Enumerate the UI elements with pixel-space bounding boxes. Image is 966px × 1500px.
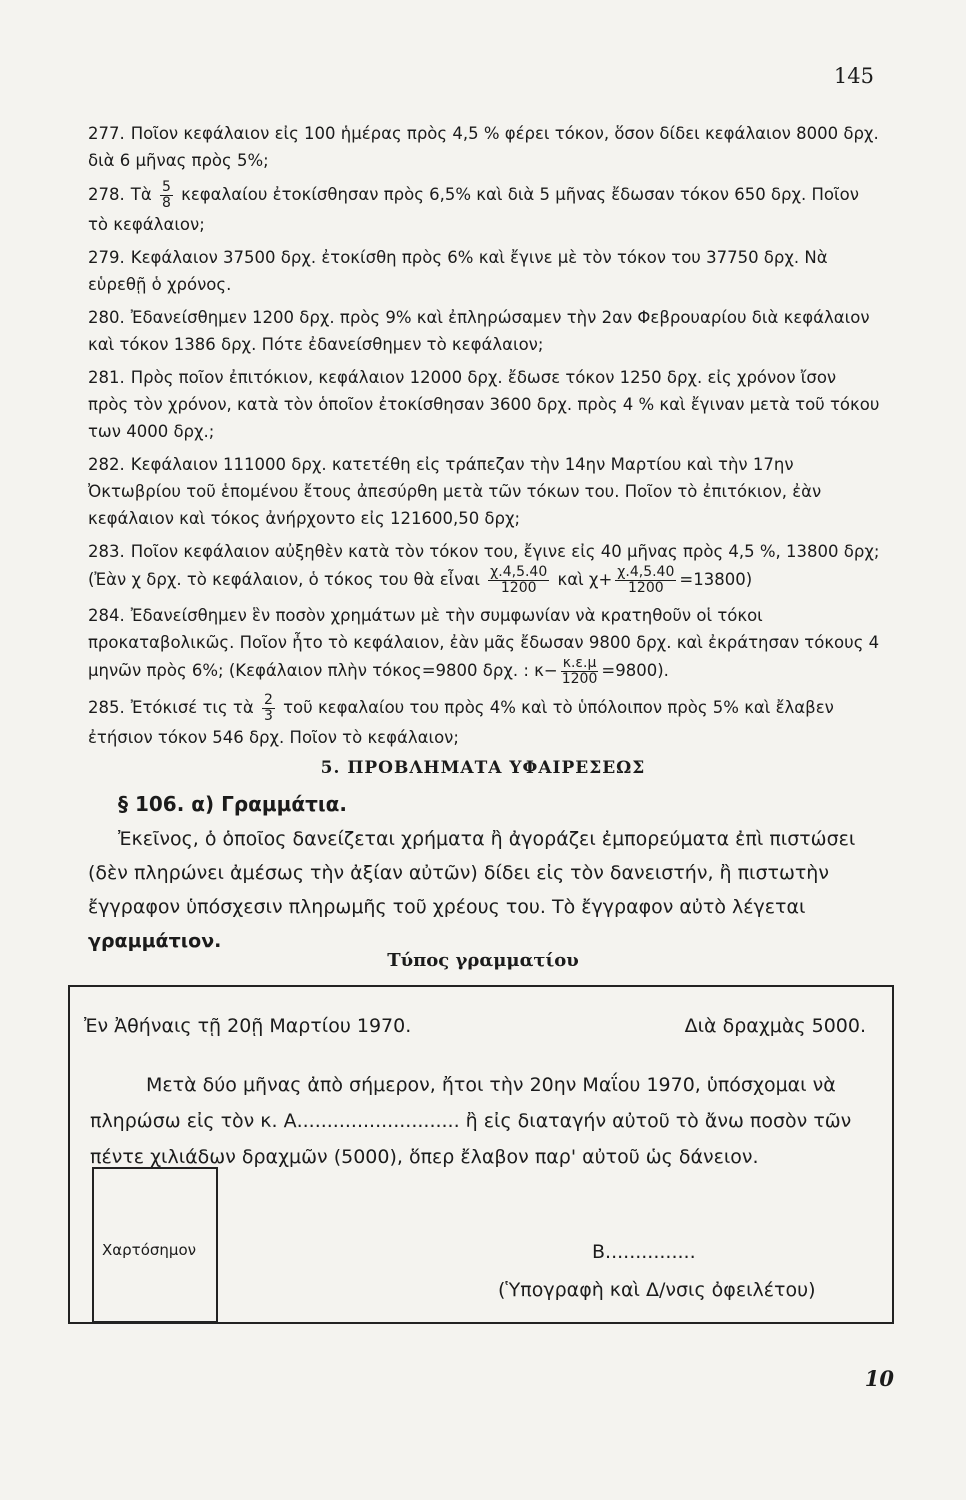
problem-number: 284. <box>88 606 125 625</box>
stamp-box <box>92 1167 218 1323</box>
template-title: Τύπος γραμματίου <box>387 950 579 971</box>
problem-number: 282. <box>88 455 125 474</box>
problem-text: Ποῖον κεφάλαιον αὐξηθὲν κατὰ τὸν τόκον του, ἔγινε εἰς 40 μῆνας πρὸς 4,5 %, 13800 δρχ; (Ἐὰν χ δρχ. τὸ κεφάλαιον, ὁ τόκος του θὰ εἶναι <box>88 542 880 589</box>
problem-text: κεφαλαίου ἐτοκίσθησαν πρὸς 6,5% καὶ διὰ 5 μῆνας ἔδωσαν τόκον 650 δρχ. Ποῖον τὸ κεφάλαιον; <box>88 185 859 234</box>
fraction-numerator: χ.4,5.40 <box>617 564 675 580</box>
definition-text: Ἐκεῖνος, ὁ ὁποῖος δανείζεται χρήματα ἢ ἀγοράζει ἐμπορεύματα ἐπὶ πιστώσει (δὲν πληρώνει ἀμέσως τὴν ἀξίαν αὐτῶν) δίδει εἰς τὸν δανειστήν, ἢ πιστωτὴν ἔγγραφον ὑπόσχεσιν πληρωμῆς τοῦ χρέους του. Τὸ ἔγγραφον αὐτὸ λέγεται <box>88 828 856 918</box>
footer-number: 10 <box>864 1366 894 1391</box>
problem-text-post: =9800). <box>601 661 669 680</box>
problem-text: Κεφάλαιον 111000 δρχ. κατετέθη εἰς τράπεζαν τὴν 14ην Μαρτίου καὶ τὴν 17ην Ὀκτωβρίου τοῦ ἑπομένου ἔτους ἀπεσύρθη μετὰ τῶν τόκων του. Ποῖον τὸ ἐπιτόκιον, ἐὰν κεφάλαιον καὶ τόκος ἀνήρχοντο εἰς 121600,50 δρχ; <box>88 455 822 528</box>
problem-text-mid: καὶ χ+ <box>557 570 613 589</box>
fraction-denominator: 1200 <box>561 671 598 687</box>
definition-paragraph <box>88 822 884 958</box>
problem-number: 280. <box>88 308 125 327</box>
page-number: 145 <box>833 64 874 88</box>
problem-number: 279. <box>88 248 125 267</box>
beneficiary-line: Β............... <box>592 1241 696 1263</box>
promissory-note-box <box>68 985 894 1324</box>
problem-281 <box>88 364 880 445</box>
problem-number: 281. <box>88 368 125 387</box>
problem-277 <box>88 120 880 174</box>
problem-279 <box>88 244 880 298</box>
problem-number: 283. <box>88 542 125 561</box>
fraction <box>561 656 599 687</box>
note-amount: Διὰ δραχμὰς 5000. <box>684 1015 866 1037</box>
stamp-label: Χαρτόσημον <box>102 1241 197 1259</box>
subsection-title: § 106. α) Γραμμάτια. <box>118 792 347 816</box>
problem-text-post: =13800) <box>679 570 753 589</box>
fraction-denominator: 1200 <box>628 580 664 596</box>
fraction-numerator: 5 <box>161 179 171 195</box>
problem-list <box>88 120 880 757</box>
fraction <box>160 180 173 211</box>
fraction-denominator: 8 <box>161 195 171 211</box>
note-place-date: Ἐν Ἀθήναις τῇ 20ῇ Μαρτίου 1970. <box>84 1015 412 1037</box>
problem-text-pre: Ἐτόκισέ τις τὰ <box>130 698 254 717</box>
problem-283 <box>88 538 880 596</box>
fraction-numerator: κ.ε.μ <box>562 655 597 671</box>
note-header <box>84 1015 874 1037</box>
problem-text: τοῦ κεφαλαίου του πρὸς 4% καὶ τὸ ὑπόλοιπον πρὸς 5% καὶ ἔλαβεν ἐτήσιον τόκον 546 δρχ. Ποῖον τὸ κεφάλαιον; <box>88 698 834 747</box>
problem-number: 285. <box>88 698 125 717</box>
problem-text: Πρὸς ποῖον ἐπιτόκιον, κεφάλαιον 12000 δρχ. ἔδωσε τόκον 1250 δρχ. εἰς χρόνον ἴσον πρὸς τὸν χρόνον, κατὰ τὸν ὁποῖον ἐτοκίσθησαν 3600 δρχ. πρὸς 4 % καὶ ἔγιναν μετὰ τοῦ τόκου των 4000 δρχ.; <box>88 368 880 441</box>
fraction <box>262 693 275 724</box>
fraction-denominator: 3 <box>263 708 273 724</box>
problem-280 <box>88 304 880 358</box>
problem-text: Ἐδανείσθημεν ἓν ποσὸν χρημάτων μὲ τὴν συμφωνίαν νὰ κρατηθοῦν οἱ τόκοι προκαταβολικῶς. Ποῖον ἦτο τὸ κεφάλαιον, ἐὰν μᾶς ἔδωσαν 9800 δρχ. καὶ ἐκράτησαν τόκους 4 μηνῶν πρὸς 6%; (Κεφάλαιον πλὴν τόκος=9800 δρχ. : κ− <box>88 606 880 680</box>
problem-text-pre: Τὰ <box>130 185 152 204</box>
problem-text: Ἐδανείσθημεν 1200 δρχ. πρὸς 9% καὶ ἐπληρώσαμεν τὴν 2αν Φεβρουαρίου διὰ κεφάλαιον καὶ τόκον 1386 δρχ. Πότε ἐδανείσθημεν τὸ κεφάλαιον; <box>88 308 870 354</box>
fraction <box>488 565 549 596</box>
fraction-numerator: χ.4,5.40 <box>490 564 548 580</box>
problem-284 <box>88 602 880 687</box>
problem-text: Ποῖον κεφάλαιον εἰς 100 ἡμέρας πρὸς 4,5 % φέρει τόκον, ὅσον δίδει κεφάλαιον 8000 δρχ. διὰ 6 μῆνας πρὸς 5%; <box>88 124 879 170</box>
fraction <box>615 565 676 596</box>
problem-282 <box>88 451 880 532</box>
fraction-denominator: 1200 <box>500 580 537 596</box>
fraction-numerator: 2 <box>263 692 273 708</box>
problem-text: Κεφάλαιον 37500 δρχ. ἐτοκίσθη πρὸς 6% καὶ ἔγινε μὲ τὸν τόκον του 37750 δρχ. Νὰ εὑρεθῇ ὁ χρόνος. <box>88 248 828 294</box>
section-title: 5. ΠΡΟΒΛΗΜΑΤΑ ΥΦΑΙΡΕΣΕΩΣ <box>320 758 646 778</box>
problem-number: 277. <box>88 124 125 143</box>
note-body: Μετὰ δύο μῆνας ἀπὸ σήμερον, ἤτοι τὴν 20ην Μαΐου 1970, ὑπόσχομαι νὰ πληρώσω εἰς τὸν κ. Α........................... ἢ εἰς διαταγήν αὐτοῦ τὸ ἄνω ποσὸν τῶν πέντε χιλιάδων δραχμῶν (5000), ὅπερ ἔλαβον παρ' αὐτοῦ ὡς δάνειον. <box>90 1074 852 1168</box>
problem-285 <box>88 693 880 751</box>
problem-278 <box>88 180 880 238</box>
signature-line: (Ὑπογραφὴ καὶ Δ/νσις ὀφειλέτου) <box>498 1279 816 1301</box>
problem-number: 278. <box>88 185 125 204</box>
definition-term: γραμμάτιον. <box>88 930 222 952</box>
